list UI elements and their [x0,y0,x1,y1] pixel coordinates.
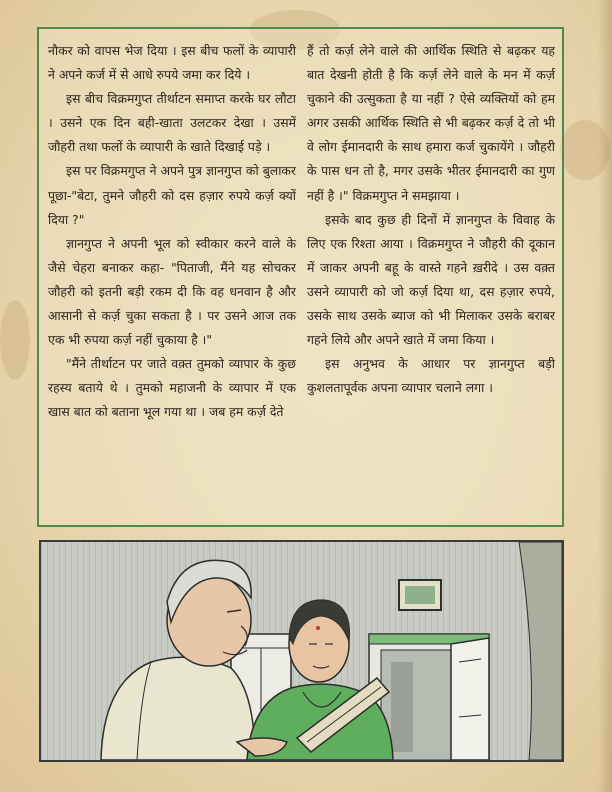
paragraph: इसके बाद कुछ ही दिनों में ज्ञानगुप्त के विवाह के लिए एक रिश्ता आया । विक्रमगुप्त ने जौहरी की दूकान में जाकर अपनी बहू के वास्ते गहने ख़रीदे । उस वक़्त उसने व्यापारी को जो कर्ज़ दिया था, दस हज़ार रुपये, उसके साथ उसके ब्याज को भी मिलाकर उसके बराबर गहने लिये और अपने खाते में जमा किया । [307,211,555,348]
paragraph: ज्ञानगुप्त ने अपनी भूल को स्वीकार करने वाले के जैसे चेहरा बनाकर कहा- "पिताजी, मैंने यह सोचकर जौहरी को इतनी बड़ी रकम दी कि वह धनवान है और आसानी से कर्ज़ चुका सकता है । पर उसने आज तक एक भी रुपया कर्ज़ नहीं चुकाया है ।" [48,235,296,348]
paragraph: इस पर विक्रमगुप्त ने अपने पुत्र ज्ञानगुप्त को बुलाकर पूछा-"बेटा, तुमने जौहरी को दस हज़ार रुपये कर्ज़ क्यों दिया ?" [48,163,296,227]
story-illustration [39,540,564,762]
story-text-frame [37,27,564,527]
paragraph: "मैंने तीर्थाटन पर जाते वक़्त तुमको व्यापार के कुछ रहस्य बताये थे । तुमको महाजनी के व्यापार में एक खास बात को बताना भूल गया था । जब हम कर्ज़ देते [48,356,296,420]
wall-picture [399,580,441,610]
paragraph: इस बीच विक्रमगुप्त तीर्थाटन समाप्त करके घर लौटा । उसने एक दिन बही-खाता उलटकर देखा । उसमें जौहरी तथा फलों के व्यापारी के खाते दिखाई पड़े । [48,91,296,155]
page-edge-shadow [598,0,612,792]
paragraph: इस अनुभव के आधार पर ज्ञानगुप्त बड़ी कुशलतापूर्वक अपना व्यापार चलाने लगा । [307,356,555,396]
text-column-right [307,39,555,400]
paper-stain [0,300,30,380]
illustration-drawing [41,542,562,760]
text-column-left [48,39,296,425]
paragraph: नौकर को वापस भेज दिया । इस बीच फलों के व्यापारी ने अपने कर्ज में से आधे रुपये जमा कर दिये । [48,43,296,83]
paragraph: हैं तो कर्ज़ लेने वाले की आर्थिक स्थिति से बढ़कर यह बात देखनी होती है कि कर्ज़ लेने वाले के मन में कर्ज़ चुकाने की उत्सुकता है या नहीं ? ऐसे व्यक्तियों को हम अगर उसकी आर्थिक स्थिति से भी बढ़कर कर्ज़ दे तो भी वे लोग ईमानदारी के साथ हमारा कर्ज चुकायेंगे । जौहरी के पास धन तो है, मगर उसके भीतर ईमानदारी का गुण नहीं है ।" विक्रमगुप्त ने समझाया । [307,43,555,203]
